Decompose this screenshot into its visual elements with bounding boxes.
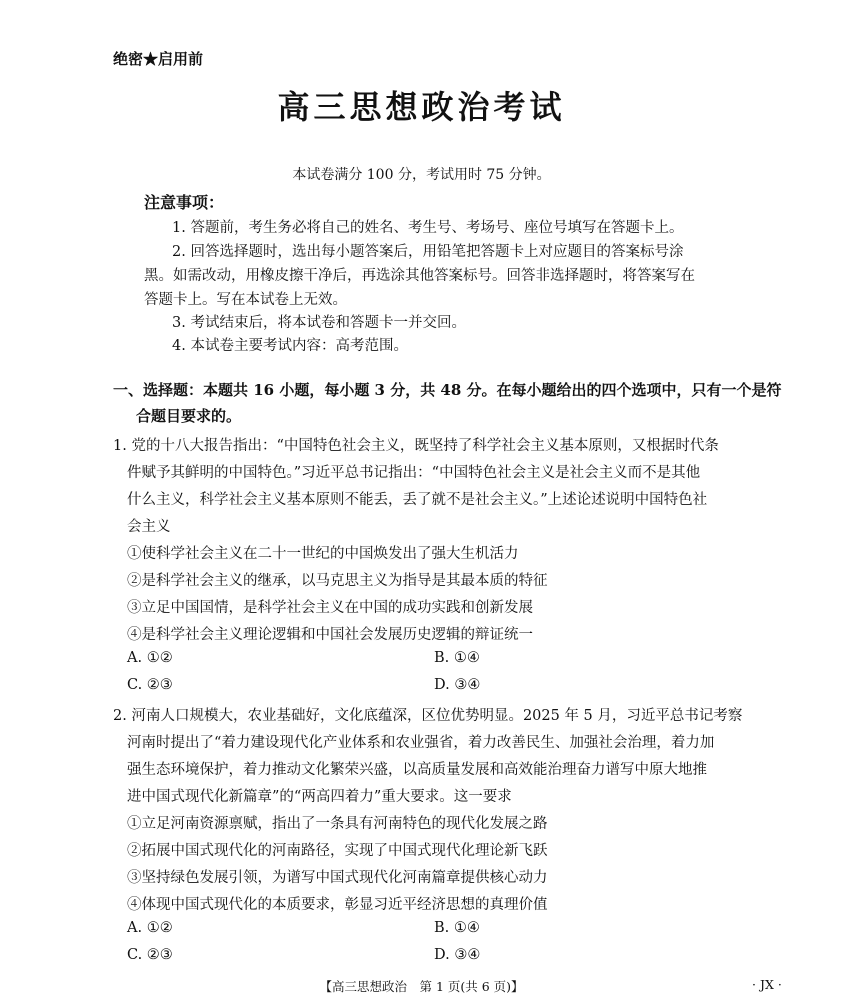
notice-line: 3. 考试结束后，将本试卷和答题卡一并交回。 (172, 315, 466, 331)
q2-item: ①立足河南资源禀赋，指出了一条具有河南特色的现代化发展之路 (127, 816, 548, 832)
q1-item: ③立足中国国情，是科学社会主义在中国的成功实践和创新发展 (127, 600, 533, 616)
section-heading: 一、选择题：本题共 16 小题，每小题 3 分，共 48 分。在每小题给出的四个选项中，只有一个是符 (113, 381, 782, 399)
q2-item: ④体现中国式现代化的本质要求，彰显习近平经济思想的真理价值 (127, 897, 548, 913)
q2-stem-line: 河南时提出了“着力建设现代化产业体系和农业强省，着力改善民生、加强社会治理，着力加 (127, 735, 715, 751)
notice-line: 4. 本试卷主要考试内容：高考范围。 (172, 338, 408, 354)
notice-line: 答题卡上。写在本试卷上无效。 (144, 292, 347, 308)
q1-item: ①使科学社会主义在二十一世纪的中国焕发出了强大生机活力 (127, 546, 519, 562)
q2-stem-line: 2. 河南人口规模大，农业基础好，文化底蕴深，区位优势明显。2025 年 5 月，习近平总书记考察 (113, 708, 743, 724)
notice-heading: 注意事项： (144, 193, 225, 212)
notice-line: 1. 答题前，考生务必将自己的姓名、考生号、考场号、座位号填写在答题卡上。 (172, 220, 684, 236)
q1-stem-line: 什么主义，科学社会主义基本原则不能丢，丢了就不是社会主义。”上述论述说明中国特色社 (127, 492, 708, 508)
q1-item: ②是科学社会主义的继承，以马克思主义为指导是其最本质的特征 (127, 573, 548, 589)
q1-stem-line: 会主义 (127, 519, 171, 535)
q1-stem-line: 1. 党的十八大报告指出：“中国特色社会主义，既坚持了科学社会主义基本原则，又根据时代条 (113, 438, 719, 454)
notice-line: 2. 回答选择题时，选出每小题答案后，用铅笔把答题卡上对应题目的答案标号涂 (172, 244, 684, 260)
exam-title: 高三思想政治考试 (277, 88, 566, 126)
q1-option-c: C. ②③ (127, 677, 173, 693)
q2-item: ②拓展中国式现代化的河南路径，实现了中国式现代化理论新飞跃 (127, 843, 548, 859)
page-footer: 【高三思想政治 第 1 页(共 6 页)】 (319, 979, 524, 994)
q2-option-b: B. ①④ (434, 920, 480, 936)
section-heading-cont: 合题目要求的。 (136, 407, 242, 425)
exam-subtitle: 本试卷满分 100 分，考试用时 75 分钟。 (292, 167, 551, 183)
q1-item: ④是科学社会主义理论逻辑和中国社会发展历史逻辑的辩证统一 (127, 627, 533, 643)
q1-option-d: D. ③④ (434, 677, 481, 693)
q2-item: ③坚持绿色发展引领，为谱写中国式现代化河南篇章提供核心动力 (127, 870, 548, 886)
notice-line: 黑。如需改动，用橡皮擦干净后，再选涂其他答案标号。回答非选择题时，将答案写在 (144, 268, 695, 284)
q1-option-a: A. ①② (127, 650, 173, 666)
q2-option-a: A. ①② (127, 920, 173, 936)
q2-option-d: D. ③④ (434, 947, 481, 963)
region-code: · JX · (752, 977, 782, 992)
q1-option-b: B. ①④ (434, 650, 480, 666)
confidential-mark: 绝密★启用前 (113, 50, 204, 68)
q2-stem-line: 进中国式现代化新篇章”的“两高四着力”重大要求。这一要求 (127, 789, 512, 805)
q2-stem-line: 强生态环境保护，着力推动文化繁荣兴盛，以高质量发展和高效能治理奋力谱写中原大地推 (127, 762, 707, 778)
q2-option-c: C. ②③ (127, 947, 173, 963)
q1-stem-line: 件赋予其鲜明的中国特色。”习近平总书记指出：“中国特色社会主义是社会主义而不是其他 (127, 465, 701, 481)
